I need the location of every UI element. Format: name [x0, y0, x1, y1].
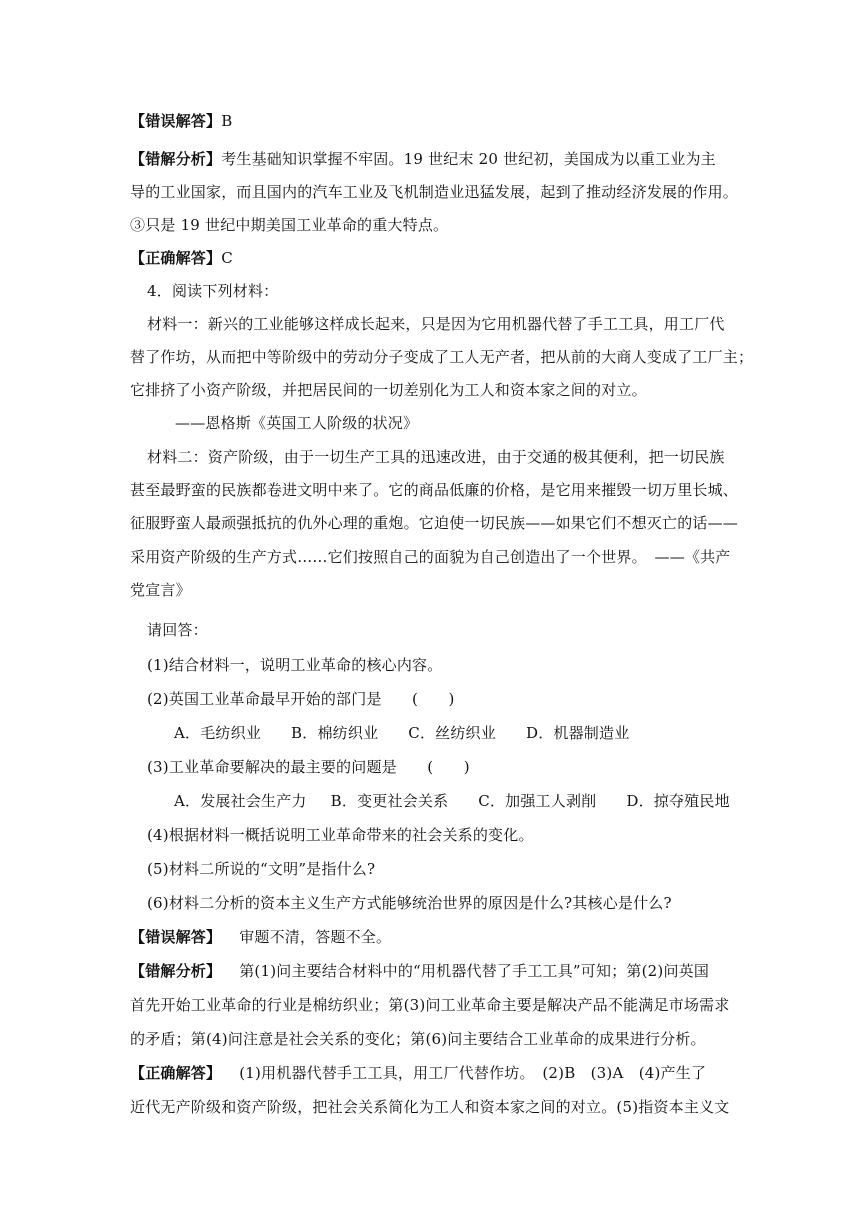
material-1-line-2: 替了作坊，从而把中等阶级中的劳动分子变成了工人无产者，把从前的大商人变成了工厂主； [130, 348, 754, 366]
correct-answer-line-b1 [130, 1063, 706, 1083]
wrong-analysis-label: 【错解分析】 [130, 150, 222, 168]
sub-question-3: (3)工业革命要解决的最主要的问题是 ( ) [147, 758, 470, 776]
material-1-line-3: 它排挤了小资产阶级，并把居民间的一切差别化为工人和资本家之间的对立。 [130, 381, 647, 399]
wrong-analysis-text: 第(1)问主要结合材料中的“用机器代替了手工工具”可知；第(2)问英国 [239, 962, 710, 980]
correct-answer-text: (1)用机器代替手工工具，用工厂代替作坊。 (2)B (3)A (4)产生了 [239, 1064, 707, 1082]
correct-answer-label: 【正确解答】 [130, 249, 222, 267]
material-2-line-4: 采用资产阶级的生产方式……它们按照自己的面貌为自己创造出了一个世界。 ——《共产 [130, 548, 731, 566]
option-d: D．掠夺殖民地 [626, 792, 730, 810]
material-2-line-5: 党宣言》 [130, 581, 191, 599]
wrong-answer-label: 【错误解答】 [130, 112, 222, 130]
option-a: A．发展社会生产力 [174, 792, 307, 810]
option-b: B．棉纺织业 [291, 724, 379, 742]
correct-answer-line-b2: 近代无产阶级和资产阶级，把社会关系简化为工人和资本家之间的对立。(5)指资本主义文 [130, 1098, 730, 1116]
wrong-analysis-line-b2: 首先开始工业革命的行业是棉纺织业；第(3)问工业革命主要是解决产品不能满足市场需求 [130, 996, 730, 1014]
option-a: A．毛纺织业 [174, 724, 262, 742]
sub-question-1: (1)结合材料一，说明工业革命的核心内容。 [147, 656, 443, 674]
wrong-answer-line-1 [130, 111, 232, 131]
wrong-answer-label: 【错误解答】 [130, 928, 222, 946]
wrong-answer-value: 审题不清，答题不全。 [239, 928, 392, 946]
correct-answer-label: 【正确解答】 [130, 1064, 222, 1082]
sub-question-2-options [174, 723, 629, 743]
option-b: B．变更社会关系 [330, 792, 449, 810]
option-d: D．机器制造业 [525, 724, 630, 742]
correct-answer-line-1 [130, 248, 233, 268]
wrong-analysis-line-b1 [130, 961, 709, 981]
sub-question-6: (6)材料二分析的资本主义生产方式能够统治世界的原因是什么?其核心是什么? [147, 894, 672, 912]
wrong-analysis-label: 【错解分析】 [130, 962, 222, 980]
option-c: C．丝纺织业 [408, 724, 496, 742]
wrong-analysis-line-2: 导的工业国家，而且国内的汽车工业及飞机制造业迅猛发展，起到了推动经济发展的作用。 [130, 183, 739, 201]
sub-question-4: (4)根据材料一概括说明工业革命带来的社会关系的变化。 [147, 826, 534, 844]
question-4-title: 4．阅读下列材料： [147, 282, 279, 300]
material-1-line-1: 材料一：新兴的工业能够这样成长起来，只是因为它用机器代替了手工工具，用工厂代 [147, 315, 725, 333]
wrong-answer-value: B [221, 112, 233, 130]
wrong-analysis-text: 考生基础知识掌握不牢固。19 世纪末 20 世纪初，美国成为以重工业为主 [221, 150, 716, 168]
sub-question-5: (5)材料二所说的“文明”是指什么? [147, 860, 376, 878]
correct-answer-value: C [221, 249, 233, 267]
material-2-line-1: 材料二：资产阶级，由于一切生产工具的迅速改进，由于交通的极其便利，把一切民族 [147, 448, 725, 466]
wrong-analysis-line-3: ③只是 19 世纪中期美国工业革命的重大特点。 [130, 216, 449, 234]
material-1-source: ——恩格斯《英国工人阶级的状况》 [175, 414, 419, 432]
wrong-analysis-line-b3: 的矛盾；第(4)问注意是社会关系的变化；第(6)问主要结合工业革命的成果进行分析。 [130, 1030, 706, 1048]
material-2-line-3: 征服野蛮人最顽强抵抗的仇外心理的重炮。它迫使一切民族——如果它们不想灭亡的话—— [130, 514, 739, 532]
sub-question-3-options [174, 791, 730, 811]
wrong-answer-line-2 [130, 927, 391, 947]
option-c: C．加强工人剥削 [478, 792, 597, 810]
sub-question-2: (2)英国工业革命最早开始的部门是 ( ) [147, 690, 455, 708]
material-2-line-2: 甚至最野蛮的民族都卷进文明中来了。它的商品低廉的价格，是它用来摧毁一切万里长城、 [130, 481, 739, 499]
answer-prompt: 请回答： [147, 621, 208, 639]
wrong-analysis-line-1 [130, 149, 716, 169]
